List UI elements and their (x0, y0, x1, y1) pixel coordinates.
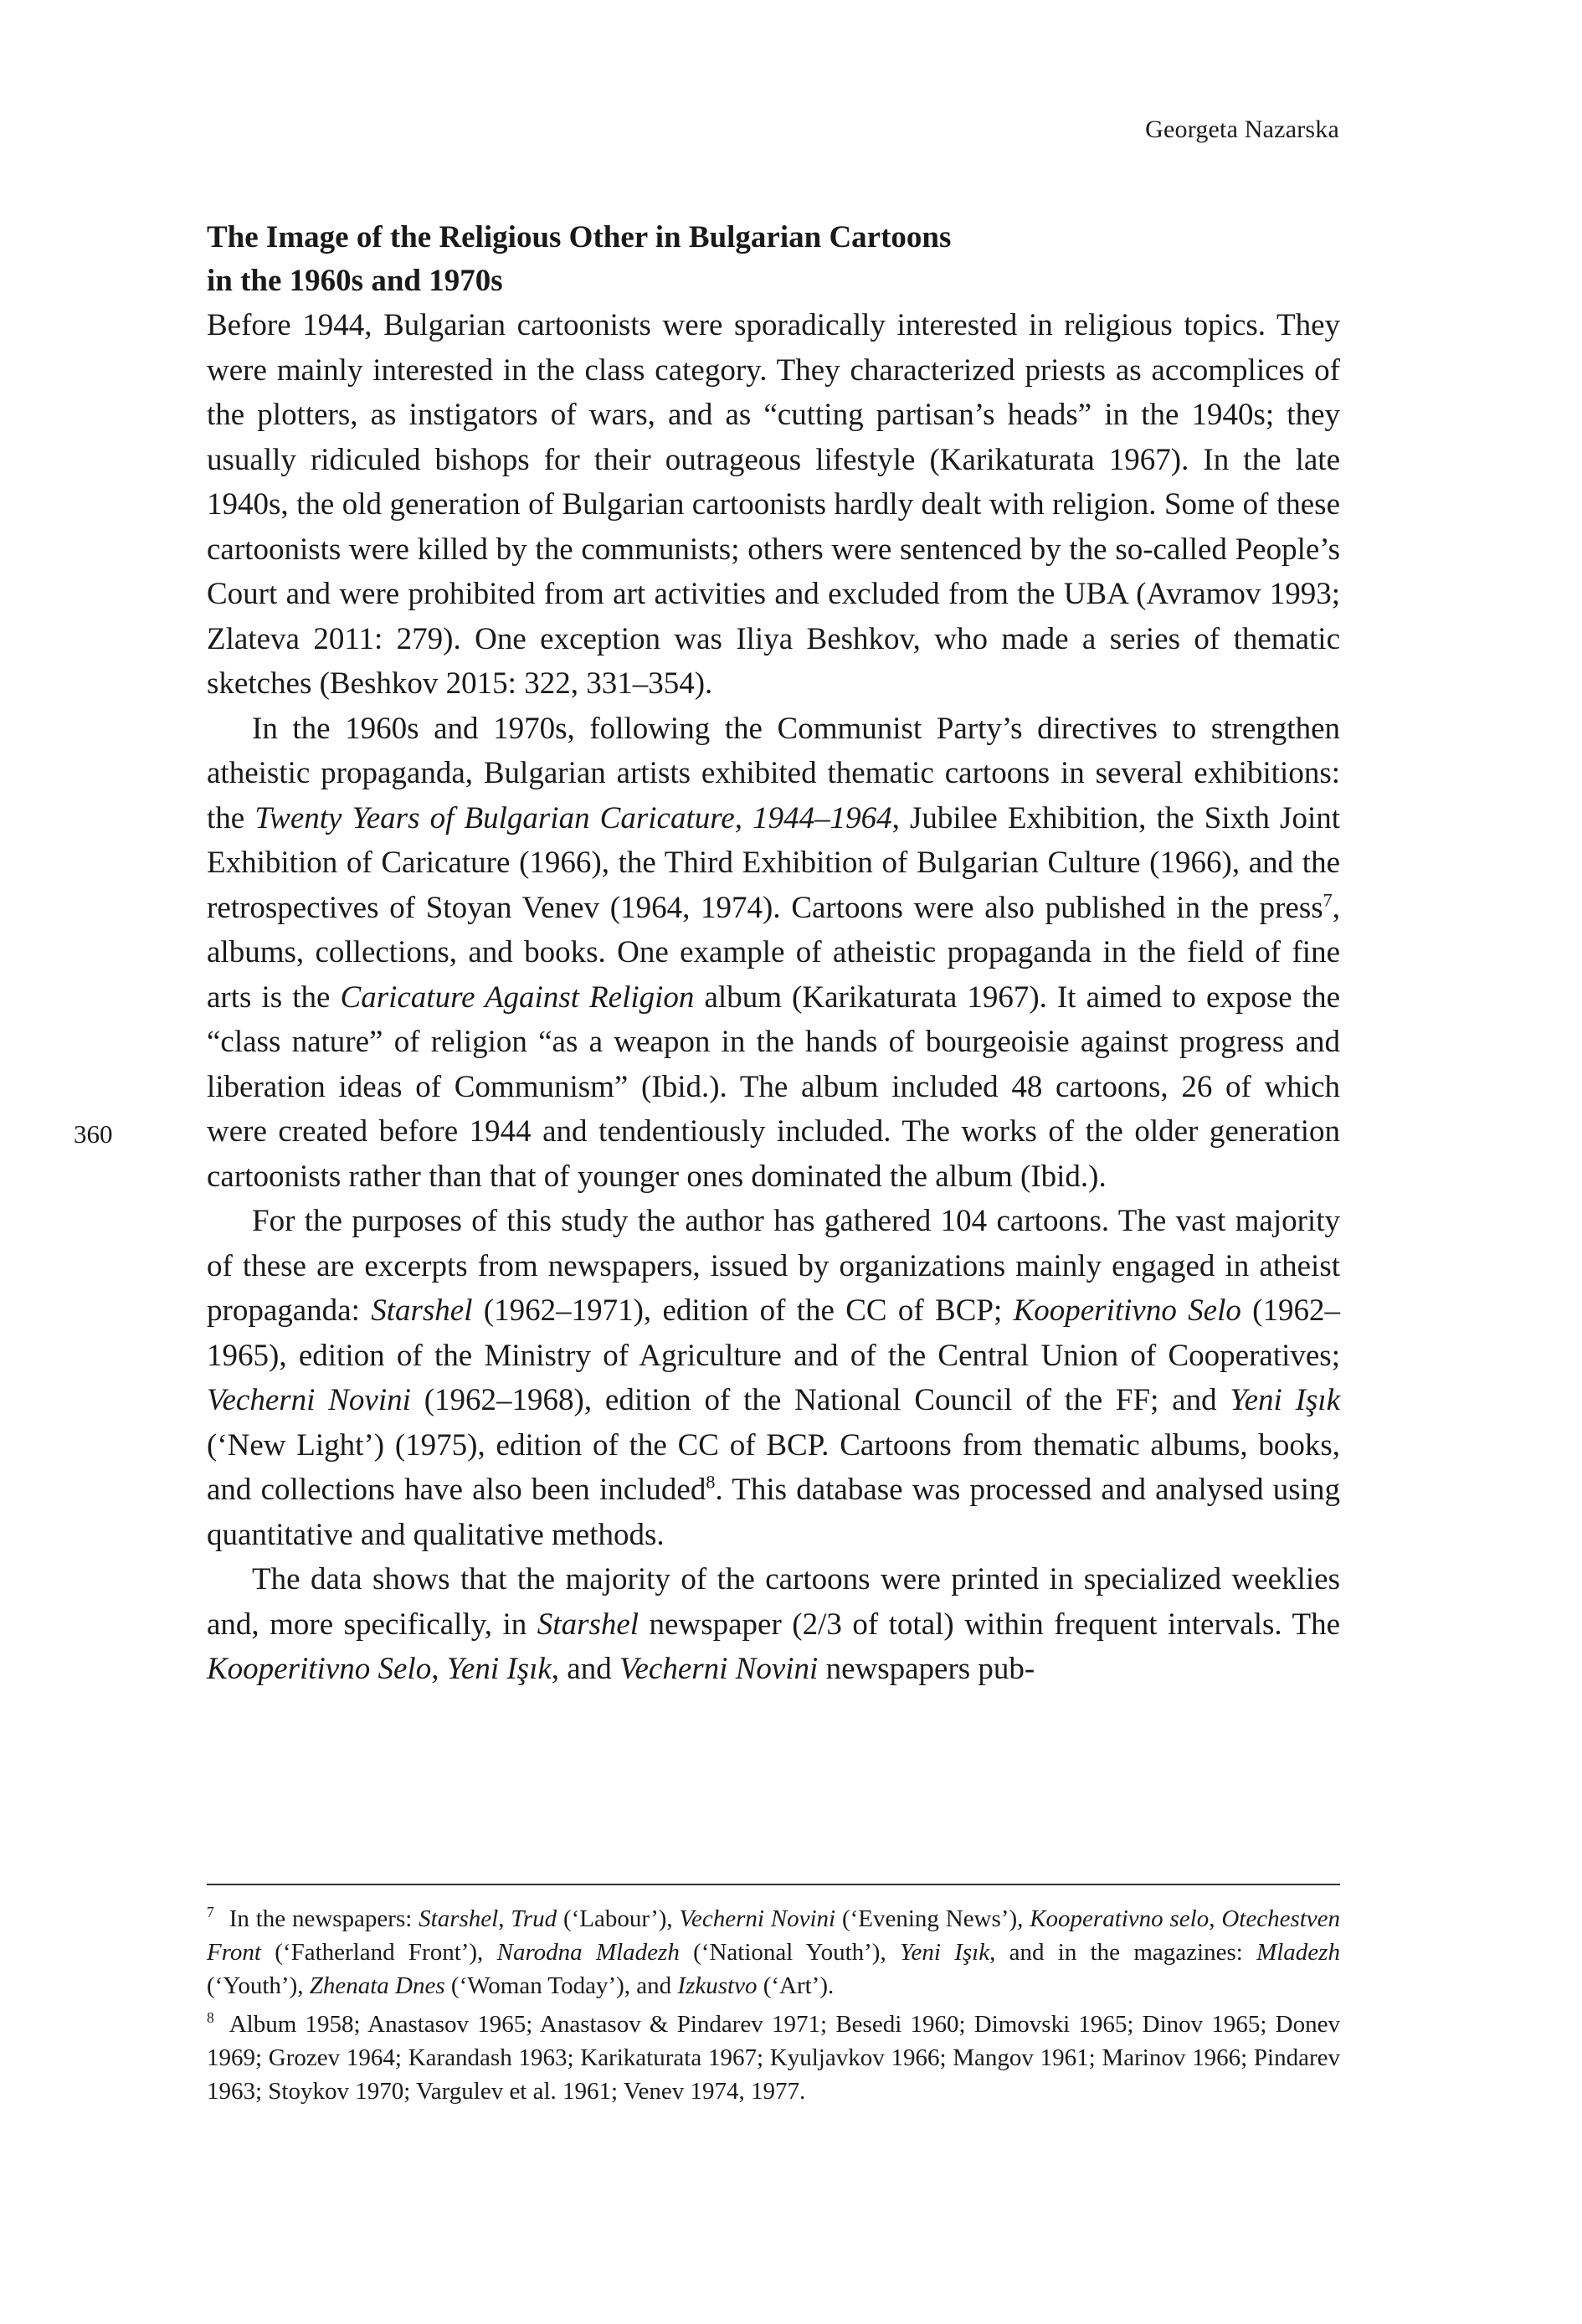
italic-title: Caricature Against Religion (340, 979, 695, 1015)
footnote-7: $^7$ In the newspapers: Starshel, Trud (‘Labour’), Vecherni Novini (‘Evening News’), Kooperativno selo, Otechestven Front (‘Fatherland Front’), Narodna Mladezh (‘National Youth’), Yeni Işık, and in the magazines: Mladezh (‘Youth’), Zhenata Dnes (‘Woman Today’), and Izkustvo (‘Art’). (207, 1904, 1341, 1999)
footnote-8: $^8$ Album 1958; Anastasov 1965; Anastasov & Pindarev 1971; Besedi 1960; Dimovski 1965; Dinov 1965; Donev 1969; Grozev 1964; Karandash 1963; Karikaturata 1967; Kyuljavkov 1966; Mangov 1961; Marinov 1966; Pindarev 1963; Stoykov 1970; Vargulev et al. 1961; Venev 1974, 1977. (207, 2009, 1340, 2105)
paragraph-4: The data shows that the majority of the cartoons were printed in specialized weeklies and, more specifically, in Starshel newspaper (2/3 of total) within frequent intervals. The Kooperitivno Selo, Yeni Işık, and Vecherni Novini newspapers pub- (207, 1562, 1340, 1686)
footnote-mark: 8 (207, 2009, 214, 2027)
running-header-author: Georgeta Nazarska (1145, 116, 1339, 143)
section-title-line-1: The Image of the Religious Other in Bulgarian Cartoons (207, 220, 952, 255)
footnote-divider (207, 1884, 1340, 1885)
section-title (207, 216, 1340, 303)
italic-title: Starshel (371, 1293, 473, 1328)
italic-title: Yeni Işık (446, 1652, 552, 1686)
paragraph-3: For the purposes of this study the author has gathered 104 cartoons. The vast majority of these are excerpts from newspapers, issued by organizations mainly engaged in atheist propaganda: Starshel (1962–1971), edition of the CC of BCP; Kooperitivno Selo (1962–1965), edition of the Ministry of Agriculture and of the Central Union of Cooperatives; Vecherni Novini (1962–1968), edition of the National Council of the FF; and Yeni Işık (‘New Light’) (1975), edition of the CC of BCP. Cartoons from thematic albums, books, and collections have also been included$^8$. This database was processed and analysed using quantitative and qualitative methods. (207, 1204, 1341, 1552)
italic-title: Twenty Years of Bulgarian Caricature, 1944–1964 (254, 800, 892, 836)
italic-title: Vecherni Novini (207, 1383, 411, 1417)
footnote-mark: 7 (207, 1904, 214, 1921)
italic-title: Yeni Işık (1230, 1383, 1341, 1417)
footnote-ref-7[interactable]: 7 (1323, 889, 1333, 911)
page-number: 360 (74, 1119, 113, 1149)
italic-title: Kooperitivno Selo (1013, 1293, 1241, 1328)
footnotes (207, 1902, 1340, 2108)
italic-title: Starshel (537, 1607, 639, 1642)
paragraph-2: In the 1960s and 1970s, following the Communist Party’s directives to strengthen atheistic propaganda, Bulgarian artists exhibited thematic cartoons in several exhibitions: the Twenty Years of Bulgarian Caricature, 1944–1964, Jubilee Exhibition, the Sixth Joint Exhibition of Caricature (1966), the Third Exhibition of Bulgarian Culture (1966), and the retrospectives of Stoyan Venev (1964, 1974). Cartoons were also published in the press$^7$, albums, collections, and books. One example of atheistic propaganda in the field of fine arts is the Caricature Against Religion album (Karikaturata 1967). It aimed to expose the “class nature” of religion “as a weapon in the hands of bourgeoisie against progress and liberation ideas of Communism” (Ibid.). The album included 48 cartoons, 26 of which were created before 1944 and tendentiously included. The works of the older generation cartoonists rather than that of younger ones dominated the album (Ibid.). (207, 711, 1341, 1194)
section-title-line-2: in the 1960s and 1970s (207, 264, 503, 298)
footnote-ref-8[interactable]: 8 (706, 1471, 716, 1493)
paragraph-1: Before 1944, Bulgarian cartoonists were sporadically interested in religious topics. They were mainly interested in the class category. They characterized priests as accomplices of the plotters, as instigators of wars, and as “cutting partisan’s heads” in the 1940s; they usually ridiculed bishops for their outrageous lifestyle (Karikaturata 1967). In the late 1940s, the old generation of Bulgarian cartoonists hardly dealt with religion. Some of these cartoonists were killed by the communists; others were sentenced by the so-called People’s Court and were prohibited from art activities and excluded from the UBA (Avramov 1993; Zlateva 2011: 279). One exception was Iliya Beshkov, who made a series of thematic sketches (Beshkov 2015: 322, 331–354). (207, 308, 1340, 701)
main-text (207, 216, 1340, 1692)
italic-title: Kooperitivno Selo (207, 1652, 432, 1686)
italic-title: Vecherni Novini (619, 1652, 819, 1686)
